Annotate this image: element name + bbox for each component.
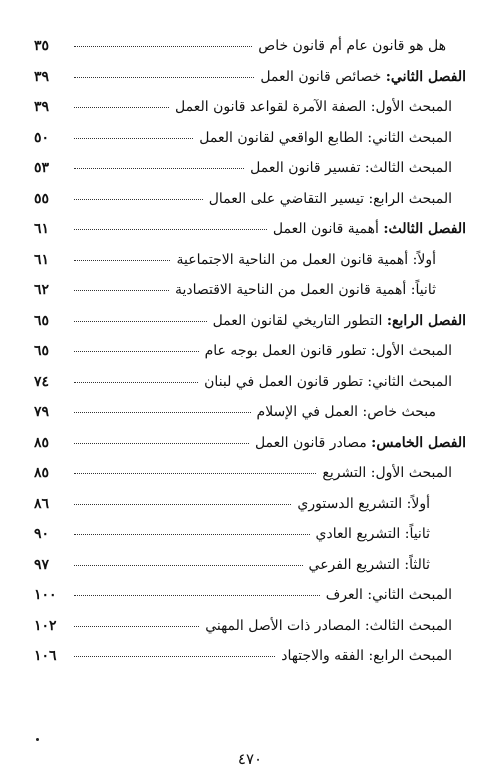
page-number: ٤٧٠	[237, 750, 263, 768]
toc-entry-page: ٨٥	[34, 434, 50, 451]
toc-entry-title: المبحث الثالث: تفسير قانون العمل	[250, 160, 452, 176]
dot-leader	[74, 46, 252, 47]
toc-entry	[34, 374, 466, 405]
toc-entry-title: المبحث الثاني: الطابع الواقعي لقانون العمل	[199, 129, 452, 146]
toc-entry-page: ١٠٠	[34, 587, 57, 603]
chapter-name: أهمية قانون العمل	[272, 221, 384, 237]
dot-leader	[74, 168, 244, 169]
dot-leader	[74, 290, 169, 291]
toc-entry-page: ٧٩	[34, 404, 50, 420]
dot-leader	[74, 77, 254, 78]
toc-entry	[34, 404, 466, 435]
dot-leader	[74, 626, 199, 627]
toc-chapter	[34, 313, 466, 344]
toc-entry	[34, 160, 466, 191]
toc-entry	[34, 38, 466, 69]
toc-entry	[34, 130, 466, 161]
toc-entry	[34, 191, 466, 222]
stray-ink-dot	[36, 738, 39, 741]
toc-entry-page: ٣٩	[34, 99, 50, 115]
toc-entry-title: المبحث الثالث: المصادر ذات الأصل المهني	[205, 617, 452, 634]
toc-entry	[34, 252, 466, 283]
toc-entry-page: ٦٥	[34, 312, 50, 329]
toc-entry-title: المبحث الأول: الصفة الآمرة لقواعد قانون العمل	[175, 99, 452, 115]
toc-chapter-title	[255, 435, 466, 451]
toc-entry	[34, 465, 466, 496]
toc-entry-page: ٧٤	[34, 373, 50, 390]
dot-leader	[74, 473, 316, 474]
toc-entry-page: ٩٠	[34, 526, 50, 542]
dot-leader	[74, 321, 207, 322]
dot-leader	[74, 565, 303, 566]
toc-entry-page: ٨٦	[34, 495, 50, 512]
toc-chapter-title	[260, 69, 466, 85]
dot-leader	[74, 351, 199, 352]
toc-entry-title: المبحث الأول: تطور قانون العمل بوجه عام	[204, 343, 452, 359]
toc-entry-page: ٥٣	[34, 160, 50, 176]
toc-chapter-title	[273, 221, 466, 237]
toc-entry-title: هل هو قانون عام أم قانون خاص	[258, 38, 446, 54]
toc-entry-page: ٦١	[34, 251, 50, 268]
toc-entry-page: ٦١	[34, 221, 50, 237]
dot-leader	[74, 138, 193, 139]
toc-chapter	[34, 221, 466, 252]
dot-leader	[74, 595, 320, 596]
toc-entry-page: ٦٢	[34, 282, 50, 298]
toc-chapter	[34, 69, 466, 100]
toc-entry	[34, 587, 466, 618]
dot-leader	[74, 534, 310, 535]
chapter-name: مصادر قانون العمل	[254, 434, 372, 451]
toc-entry-title: أولاً: أهمية قانون العمل من الناحية الاجتماعية	[176, 251, 436, 268]
chapter-label: الفصل الخامس:	[371, 434, 466, 451]
toc-chapter-title	[213, 313, 466, 329]
toc-entry-title: المبحث الأول: التشريع	[322, 465, 452, 481]
toc-entry-title: ثانياً: أهمية قانون العمل من الناحية الاقتصادية	[174, 282, 436, 298]
dot-leader	[74, 260, 170, 261]
chapter-label: الفصل الثاني:	[385, 68, 466, 85]
dot-leader	[74, 199, 203, 200]
toc-entry	[34, 99, 466, 130]
dot-leader	[74, 382, 198, 383]
toc-entry-title: ثالثاً: التشريع الفرعي	[308, 556, 430, 573]
toc-entry-page: ١٠٦	[34, 648, 57, 664]
toc-chapter	[34, 435, 466, 466]
toc-entry-page: ٥٠	[34, 129, 50, 146]
toc-entry	[34, 648, 466, 679]
chapter-label: الفصل الرابع:	[386, 312, 466, 329]
toc-entry-title: ثانياً: التشريع العادي	[315, 526, 430, 542]
toc-entry-title: مبحث خاص: العمل في الإسلام	[256, 404, 436, 420]
chapter-name: خصائص قانون العمل	[260, 68, 386, 85]
chapter-label: الفصل الثالث:	[383, 221, 466, 237]
chapter-name: التطور التاريخي لقانون العمل	[212, 312, 387, 329]
toc-entry	[34, 496, 466, 527]
dot-leader	[74, 107, 169, 108]
toc-entry-title: المبحث الرابع: تيسير التقاضي على العمال	[208, 190, 452, 207]
toc-entry-title: المبحث الرابع: الفقه والاجتهاد	[281, 648, 452, 664]
dot-leader	[74, 412, 251, 413]
dot-leader	[74, 229, 267, 230]
toc-entry-title: المبحث الثاني: العرف	[325, 587, 452, 603]
toc-entry-page: ٣٥	[34, 38, 50, 54]
toc-entry	[34, 526, 466, 557]
toc-entry-page: ٣٩	[34, 68, 50, 85]
dot-leader	[74, 656, 275, 657]
toc-entry-title: أولاً: التشريع الدستوري	[297, 495, 430, 512]
toc-entry	[34, 343, 466, 374]
toc-entry-page: ٩٧	[34, 556, 50, 573]
toc-entry-title: المبحث الثاني: تطور قانون العمل في لبنان	[204, 373, 452, 390]
dot-leader	[74, 443, 249, 444]
toc-entry	[34, 618, 466, 649]
toc-entry-page: ٨٥	[34, 465, 50, 481]
toc-entry	[34, 282, 466, 313]
dot-leader	[74, 504, 291, 505]
table-of-contents	[34, 38, 466, 679]
toc-entry-page: ١٠٢	[34, 617, 57, 634]
toc-entry-page: ٦٥	[34, 343, 50, 359]
toc-entry	[34, 557, 466, 588]
toc-entry-page: ٥٥	[34, 190, 50, 207]
